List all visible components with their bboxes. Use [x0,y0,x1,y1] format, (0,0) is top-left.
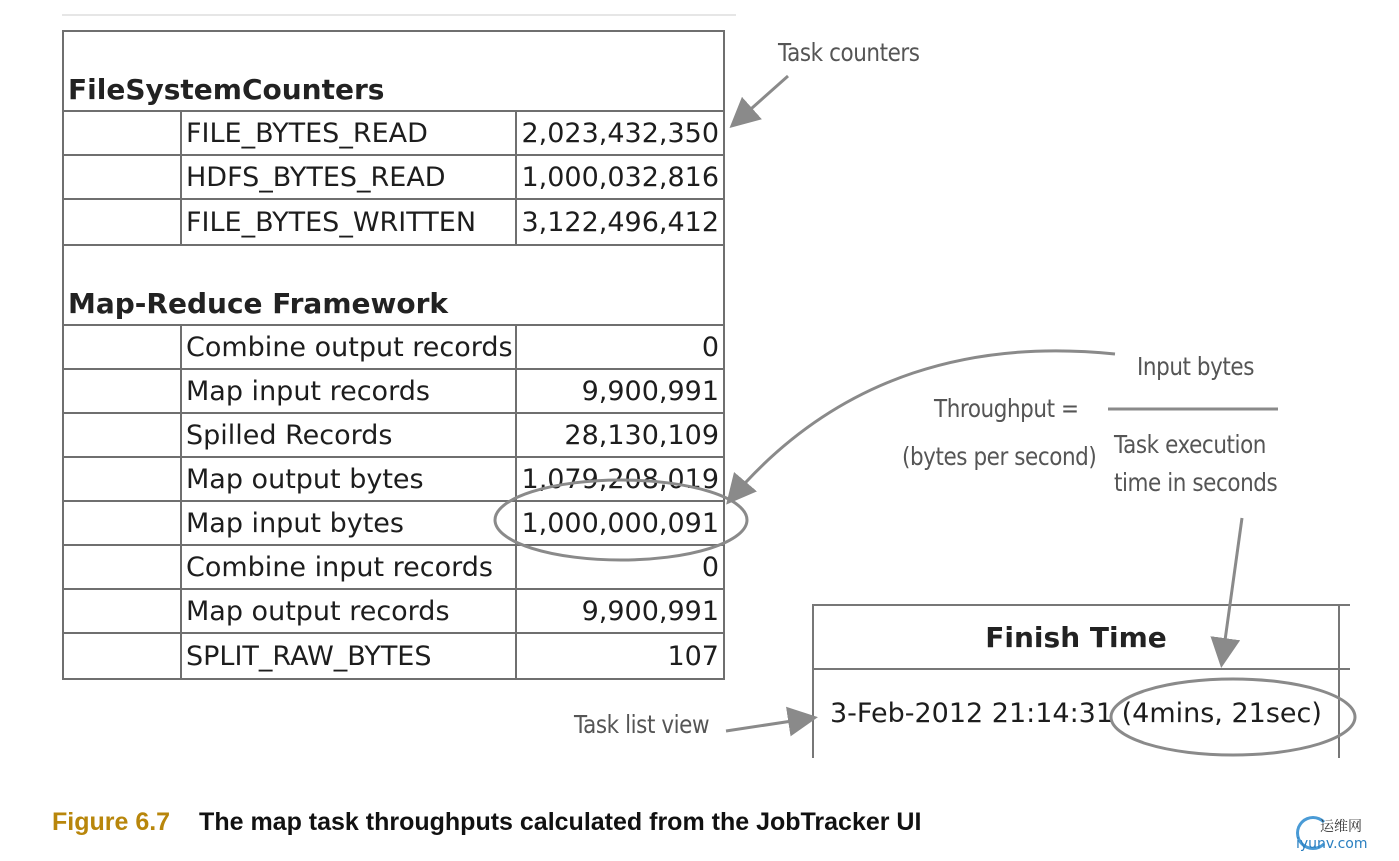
indent-cell [64,502,182,544]
table-row [64,634,723,678]
annotation-task-execution: Task execution [1114,430,1266,459]
watermark-url: iyunv.com [1296,836,1368,852]
arrow-input-bytes [730,351,1115,500]
counter-name: Map output bytes [182,458,517,500]
figure-text: The map task throughputs calculated from the JobTracker UI [199,808,922,836]
annotation-task-list-view: Task list view [574,710,710,739]
table-row [64,370,723,414]
counter-name: Spilled Records [182,414,517,456]
indent-cell [64,112,182,154]
watermark-logo [1296,814,1392,858]
finish-time-panel [812,604,1340,758]
mapreduce-rows [64,326,723,678]
table-row [64,502,723,546]
annotation-throughput: Throughput = [934,394,1079,423]
counter-value: 9,900,991 [581,595,719,627]
figure-caption [52,808,921,837]
counter-value: 9,900,991 [581,375,719,407]
table-row [64,156,723,200]
indent-cell [64,634,182,678]
annotation-task-counters: Task counters [778,38,920,67]
table-row [64,414,723,458]
finish-time-value: 3-Feb-2012 21:14:31 (4mins, 21sec) [830,698,1322,729]
counter-name: Map output records [182,590,517,632]
table-row [64,326,723,370]
arrow-task-list-view [726,718,812,731]
indent-cell [64,414,182,456]
counter-value: 1,000,000,091 [521,507,719,539]
indent-cell [64,590,182,632]
group-title: FileSystemCounters [68,73,385,106]
group-header-mapreduce [64,244,723,326]
indent-cell [64,546,182,588]
table-row [64,590,723,634]
annotation-time-in-seconds: time in seconds [1114,468,1278,497]
annotation-bytes-per-second: (bytes per second) [902,442,1097,471]
finish-border-extension [1338,604,1350,606]
filesystem-rows [64,112,723,244]
counter-value: 0 [701,331,719,363]
top-divider [62,14,736,16]
counter-name: FILE_BYTES_WRITTEN [182,200,517,244]
counter-value: 28,130,109 [564,419,719,451]
finish-border-extension [1338,668,1350,670]
counter-value: 107 [667,640,719,672]
counter-name: Combine input records [182,546,517,588]
indent-cell [64,156,182,198]
indent-cell [64,200,182,244]
counter-value: 1,000,032,816 [521,161,719,193]
counter-value: 3,122,496,412 [521,206,719,238]
table-row [64,200,723,244]
watermark-cn: 运维网 [1320,819,1362,835]
counter-name: FILE_BYTES_READ [182,112,517,154]
table-row [64,546,723,590]
group-header-filesystem [64,32,723,112]
arrow-task-counters [734,76,788,124]
counter-value: 2,023,432,350 [521,117,719,149]
counter-value: 1,079,208,019 [521,463,719,495]
indent-cell [64,458,182,500]
counter-value: 0 [701,551,719,583]
counter-name: Combine output records [182,326,517,368]
indent-cell [64,326,182,368]
table-row [64,112,723,156]
counter-name: HDFS_BYTES_READ [182,156,517,198]
annotation-input-bytes: Input bytes [1137,352,1255,381]
table-row [64,458,723,502]
counter-name: Map input bytes [182,502,517,544]
group-title: Map-Reduce Framework [68,287,449,320]
counters-table [62,30,725,680]
figure-number: Figure 6.7 [52,808,171,836]
counter-name: Map input records [182,370,517,412]
finish-time-header: Finish Time [814,606,1338,670]
indent-cell [64,370,182,412]
counter-name: SPLIT_RAW_BYTES [182,634,517,678]
